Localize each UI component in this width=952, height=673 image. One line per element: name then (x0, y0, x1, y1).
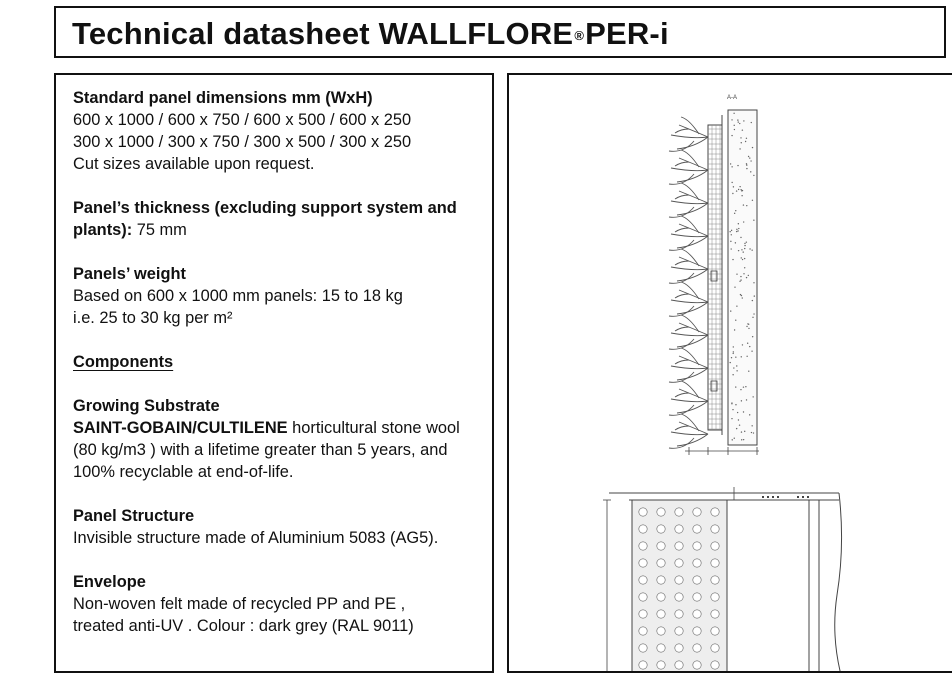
structure-text: Invisible structure made of Aluminium 5083 (AG5). (73, 529, 439, 547)
wall-section (728, 110, 757, 445)
envelope-heading: Envelope (73, 573, 146, 591)
title-box (54, 6, 946, 58)
plants-illustration (669, 117, 708, 448)
thickness-heading: Panel’s thickness (excluding support system and plants): (73, 199, 457, 239)
technical-drawing-panel (507, 73, 952, 673)
envelope-line: Non-woven felt made of recycled PP and PE , (73, 595, 406, 613)
technical-drawing (509, 75, 952, 673)
weight-line: Based on 600 x 1000 mm panels: 15 to 18 kg (73, 287, 403, 305)
dimensions-heading: Standard panel dimensions mm (WxH) (73, 89, 373, 107)
title-suffix: PER-i (585, 16, 669, 51)
substrate-brand: SAINT-GOBAIN/CULTILENE (73, 419, 288, 437)
section-label: A-A (727, 95, 738, 101)
specifications-panel (54, 73, 494, 673)
weight-section (73, 263, 483, 329)
panel-grid (708, 125, 722, 430)
envelope-section (73, 571, 483, 637)
page-title (72, 16, 669, 52)
dimensions-section (73, 87, 483, 175)
dimensions-line: 600 x 1000 / 600 x 750 / 600 x 500 / 600 x 250 (73, 111, 412, 129)
envelope-line: treated anti-UV . Colour : dark grey (RAL 9011) (73, 617, 414, 635)
substrate-heading: Growing Substrate (73, 397, 220, 415)
structure-heading: Panel Structure (73, 507, 195, 525)
thickness-section (73, 197, 483, 241)
specifications-content (73, 87, 483, 659)
panel-section (708, 115, 722, 435)
dimensions-line: 300 x 1000 / 300 x 750 / 300 x 500 / 300 x 250 (73, 133, 412, 151)
structure-section (73, 505, 483, 549)
substrate-text (73, 417, 483, 483)
dimensions-line: Cut sizes available upon request. (73, 155, 315, 173)
thickness-text (73, 197, 483, 241)
registered-mark: ® (574, 28, 585, 44)
components-section (73, 351, 483, 373)
dimension-lines (685, 447, 759, 455)
title-prefix: Technical datasheet WALLFLORE (72, 16, 574, 51)
thickness-value: 75 mm (132, 221, 187, 239)
weight-line: i.e. 25 to 30 kg per m² (73, 309, 233, 327)
weight-heading: Panels’ weight (73, 265, 186, 283)
substrate-section (73, 395, 483, 483)
elevation-drawing (603, 487, 842, 673)
components-heading: Components (73, 353, 174, 371)
substrate-description: horticultural stone wool (80 kg/m3 ) with a lifetime greater than 5 years, and 100% recyclable at end-of-life. (73, 419, 460, 481)
